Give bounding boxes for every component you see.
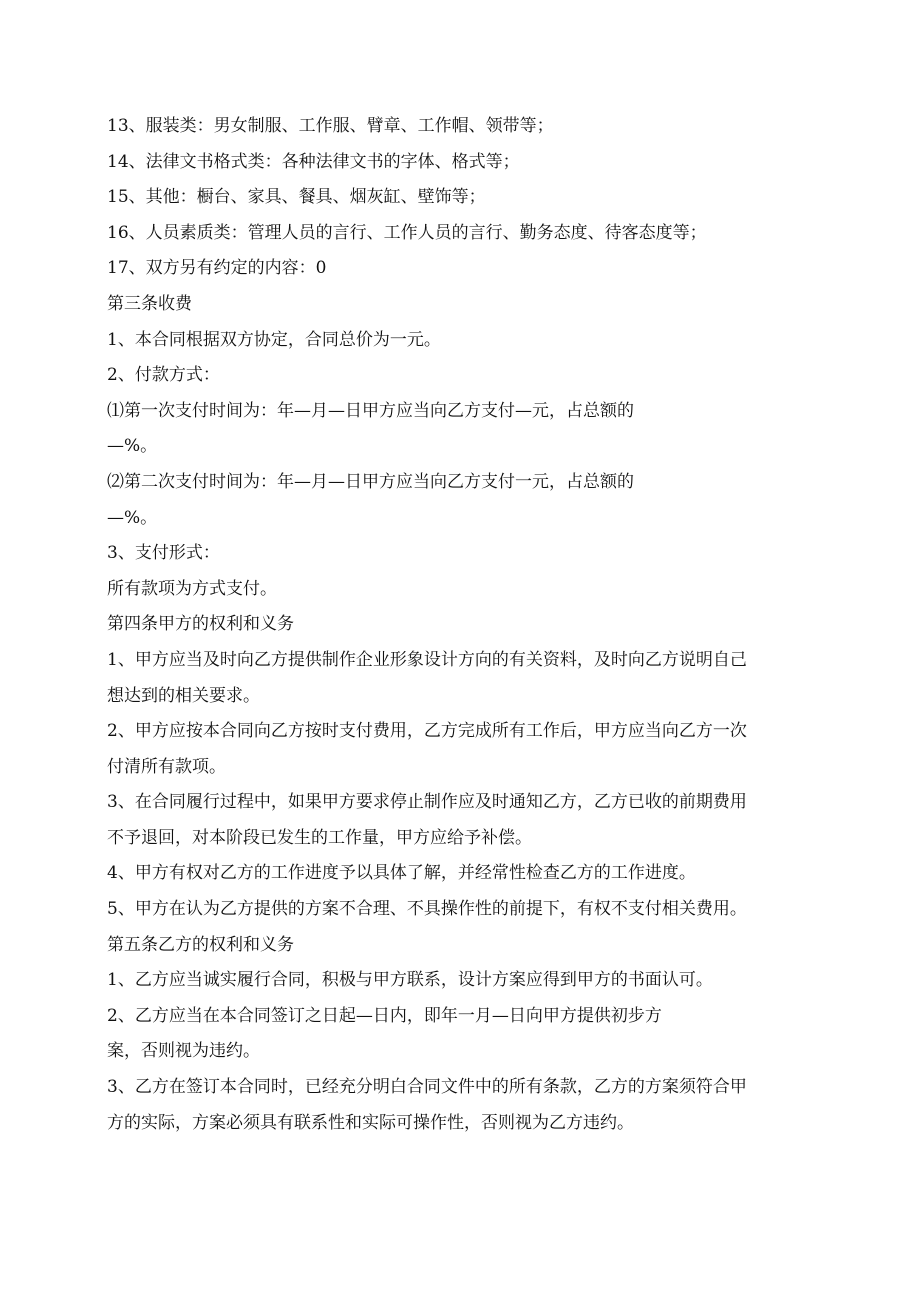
text-line: —%。 (107, 507, 158, 528)
text-line: 3、在合同履行过程中，如果甲方要求停止制作应及时通知乙方，乙方已收的前期费用 (107, 792, 747, 813)
text-line: 3、支付形式： (107, 543, 220, 564)
text-line: 2、乙方应当在本合同签订之日起—日内，即年一月—日向甲方提供初步方 (107, 1005, 662, 1026)
text-line: 1、乙方应当诚实履行合同，积极与甲方联系，设计方案应得到甲方的书面认可。 (107, 970, 713, 991)
text-line: 1、甲方应当及时向乙方提供制作企业形象设计方向的有关资料，及时向乙方说明自己 (107, 649, 747, 670)
text-line: 付清所有款项。 (107, 756, 226, 777)
document-body (107, 109, 817, 1141)
text-line: —%。 (107, 436, 158, 457)
text-line: 方的实际，方案必须具有联系性和实际可操作性，否则视为乙方违约。 (107, 1112, 634, 1133)
text-line: 案，否则视为违约。 (107, 1041, 260, 1062)
text-line: 2、付款方式： (107, 365, 220, 386)
text-line: 3、乙方在签订本合同时，已经充分明白合同文件中的所有条款，乙方的方案须符合甲 (107, 1077, 747, 1098)
text-line: ⑴第一次支付时间为：年—月—日甲方应当向乙方支付—元，占总额的 (107, 400, 634, 421)
text-line: 13、服装类：男女制服、工作服、臂章、工作帽、领带等； (107, 116, 554, 136)
section-heading: 第四条甲方的权利和义务 (107, 614, 294, 635)
text-line: ⑵第二次支付时间为：年—月—日甲方应当向乙方支付一元，占总额的 (107, 471, 634, 492)
section-heading: 第五条乙方的权利和义务 (107, 934, 294, 955)
text-line: 1、本合同根据双方协定，合同总价为一元。 (107, 329, 441, 350)
text-line: 14、法律文书格式类：各种法律文书的字体、格式等； (107, 151, 520, 172)
text-line: 17、双方另有约定的内容：0 (107, 258, 327, 279)
text-line: 5、甲方在认为乙方提供的方案不合理、不具操作性的前提下，有权不支付相关费用。 (107, 899, 747, 920)
text-line: 不予退回，对本阶段已发生的工作量，甲方应给予补偿。 (107, 827, 532, 848)
text-line: 想达到的相关要求。 (107, 685, 260, 706)
text-line: 2、甲方应按本合同向乙方按时支付费用，乙方完成所有工作后，甲方应当向乙方一次 (107, 721, 747, 742)
section-heading: 第三条收费 (107, 293, 192, 314)
text-line: 16、人员素质类：管理人员的言行、工作人员的言行、勤务态度、待客态度等； (107, 222, 707, 243)
text-line: 15、其他：橱台、家具、餐具、烟灰缸、壁饰等； (107, 187, 486, 208)
text-line: 所有款项为方式支付。 (107, 578, 277, 599)
text-line: 4、甲方有权对乙方的工作进度予以具体了解，并经常性检查乙方的工作进度。 (107, 863, 696, 884)
